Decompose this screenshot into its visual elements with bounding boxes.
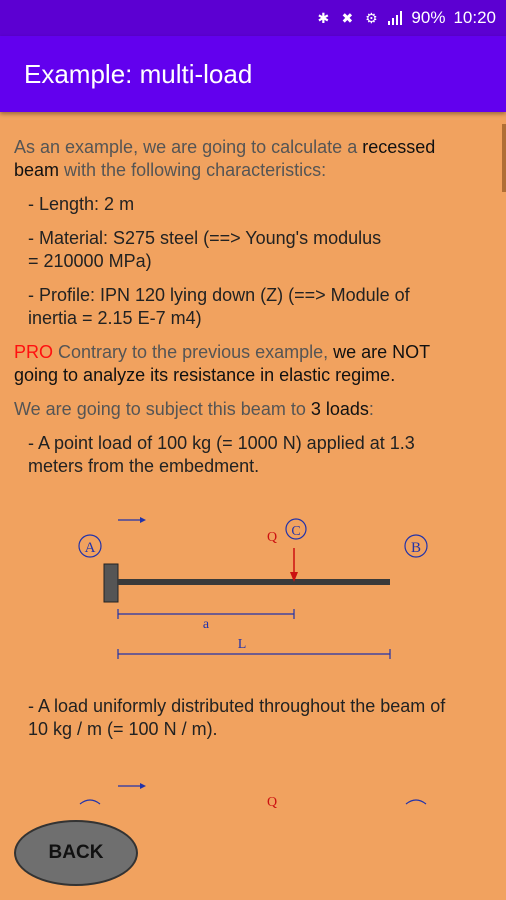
signal-icon: [387, 10, 403, 26]
label-a-circle-partial: [80, 800, 100, 804]
label-a: A: [84, 540, 96, 556]
pro-paragraph: [14, 341, 494, 387]
pro-badge: PRO: [14, 342, 54, 362]
label-q: Q: [266, 795, 278, 810]
item-profile-line1: - Profile: IPN 120 lying down (Z) (==> Module of: [28, 285, 410, 305]
loads-intro-count: 3 loads: [310, 399, 369, 419]
loads-intro: [14, 398, 494, 421]
pro-text2: we are NOT: [333, 342, 431, 362]
label-q: Q: [266, 530, 278, 545]
mute-icon: ✖: [341, 10, 354, 26]
label-b-circle-partial: [406, 800, 426, 804]
intro-paragraph: [14, 136, 494, 182]
intro-suffix: with the following characteristics:: [59, 160, 327, 180]
load1-line2: meters from the embedment.: [28, 456, 260, 476]
beam-diagram-distributed-load: [0, 772, 506, 812]
embedment-wall: [104, 564, 118, 602]
load2-line1: - A load uniformly distributed throughout the beam of: [28, 696, 446, 716]
app-bar: [0, 36, 506, 112]
bluetooth-icon: ✱: [317, 10, 330, 26]
pro-line2: going to analyze its resistance in elastic regime.: [14, 365, 396, 385]
pro-text1: Contrary to the previous example,: [53, 342, 334, 362]
label-c: C: [291, 524, 301, 539]
label-b: B: [410, 540, 422, 556]
scrollbar-thumb[interactable]: [502, 124, 506, 192]
load1-paragraph: [28, 432, 494, 478]
status-bar: [0, 0, 506, 36]
direction-arrow-head: [140, 783, 146, 789]
item-material-line1: - Material: S275 steel (==> Young's modulus: [28, 228, 382, 248]
beam-diagram-point-load: [0, 504, 506, 664]
item-material: [28, 227, 494, 273]
dimension-a-label: a: [202, 617, 210, 632]
load2-line2: 10 kg / m (= 100 N / m).: [28, 719, 218, 739]
battery-level: 90%: [411, 8, 446, 27]
item-profile: [28, 284, 494, 330]
settings-icon: ⚙: [365, 10, 378, 26]
back-button-label: BACK: [48, 842, 104, 863]
direction-arrow-head: [140, 517, 146, 523]
content-area[interactable]: [0, 112, 506, 900]
page-title: Example: multi-load: [24, 58, 253, 89]
load1-line1: - A point load of 100 kg (= 1000 N) applied at 1.3: [28, 433, 415, 453]
intro-highlight-beam: beam: [14, 160, 60, 180]
item-length: - Length: 2 m: [28, 194, 135, 214]
item-material-line2: = 210000 MPa): [28, 251, 152, 271]
back-button[interactable]: [14, 820, 138, 886]
loads-intro-suffix: :: [368, 399, 374, 419]
dimension-l-label: L: [237, 637, 247, 652]
loads-intro-prefix: We are going to subject this beam to: [14, 399, 311, 419]
item-profile-line2: inertia = 2.15 E-7 m4): [28, 308, 202, 328]
load2-paragraph: [28, 695, 494, 741]
intro-prefix: As an example, we are going to calculate a: [14, 137, 363, 157]
intro-highlight-recessed: recessed: [362, 137, 436, 157]
beam: [118, 579, 390, 585]
clock: 10:20: [453, 8, 496, 27]
